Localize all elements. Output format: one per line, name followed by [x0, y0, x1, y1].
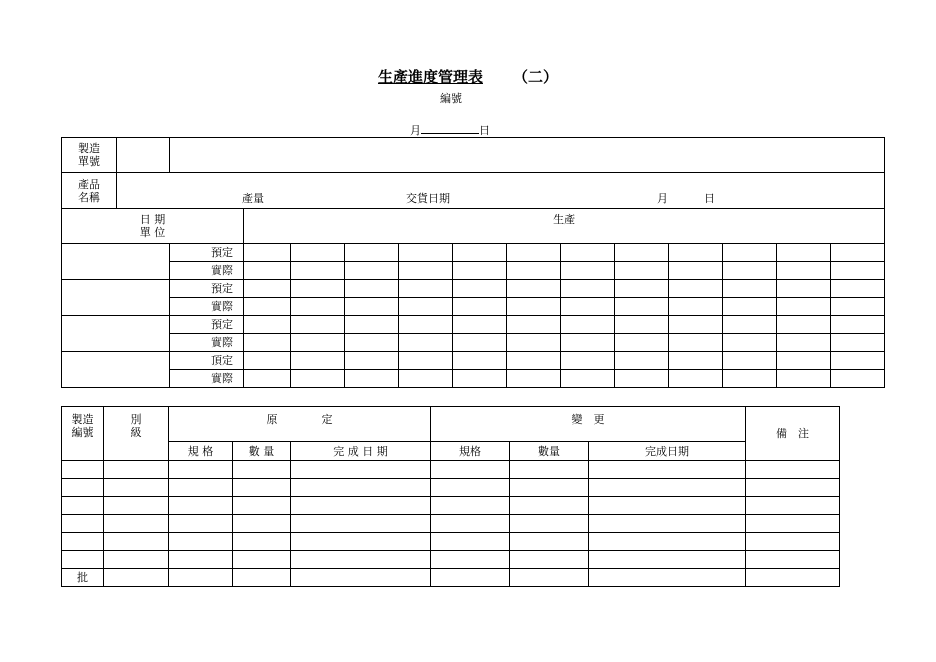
progress-table — [61, 137, 885, 388]
date-unit-header: 日 期 單 位 — [62, 209, 244, 244]
header-row — [62, 407, 840, 442]
header-row — [62, 209, 885, 244]
table-row[interactable] — [62, 497, 840, 515]
table-row — [62, 316, 885, 334]
spec-header-2: 規格 — [431, 442, 510, 461]
batch-label: 批 — [62, 569, 104, 587]
subheader-row — [62, 442, 840, 461]
qty-header-2: 數量 — [510, 442, 589, 461]
product-field[interactable] — [117, 173, 885, 209]
actual-label: 實際 — [170, 298, 244, 316]
table-row[interactable] — [62, 533, 840, 551]
plan-label: 頂定 — [170, 352, 244, 370]
order-detail-field[interactable] — [170, 138, 885, 173]
code-label: 編號 — [440, 92, 462, 105]
done-date-header-2: 完成日期 — [589, 442, 746, 461]
table-row — [62, 352, 885, 370]
plan-label: 預定 — [170, 316, 244, 334]
order-no-header: 製造 編號 — [62, 407, 104, 461]
spec-header: 規 格 — [169, 442, 233, 461]
actual-label: 實際 — [170, 262, 244, 280]
item-cell[interactable] — [62, 316, 170, 352]
delivery-label: 交貨日期 — [406, 192, 450, 205]
order-no-label: 製造 單號 — [62, 138, 117, 173]
table-row — [62, 370, 885, 388]
title-sub: （二） — [513, 68, 559, 86]
table-row[interactable] — [62, 461, 840, 479]
quantity-label: 產量 — [242, 192, 264, 205]
table-row[interactable] — [62, 515, 840, 533]
production-header: 生產 — [244, 209, 885, 244]
plan-label: 預定 — [170, 280, 244, 298]
table-row — [62, 244, 885, 262]
table-row[interactable] — [62, 479, 840, 497]
delivery-day: 日 — [704, 192, 715, 205]
table-row — [62, 298, 885, 316]
actual-label: 實際 — [170, 370, 244, 388]
product-label: 產品 名稱 — [62, 173, 117, 209]
actual-label: 實際 — [170, 334, 244, 352]
month-label: 月 — [410, 124, 421, 137]
plan-label: 預定 — [170, 244, 244, 262]
table-row — [62, 334, 885, 352]
table-row[interactable] — [62, 551, 840, 569]
qty-header: 數 量 — [233, 442, 291, 461]
table-row[interactable] — [62, 569, 840, 587]
date-blank[interactable] — [421, 123, 479, 134]
table-row — [62, 280, 885, 298]
order-no-field[interactable] — [117, 138, 170, 173]
item-cell[interactable] — [62, 352, 170, 388]
original-header: 原 定 — [169, 407, 431, 442]
item-cell[interactable] — [62, 244, 170, 280]
title-main: 生產進度管理表 — [377, 68, 483, 86]
item-cell[interactable] — [62, 280, 170, 316]
remark-header: 備 注 — [746, 407, 840, 461]
change-table — [61, 406, 840, 587]
date-line — [410, 122, 490, 138]
product-row — [62, 173, 885, 209]
change-header: 變 更 — [431, 407, 746, 442]
table-row — [62, 262, 885, 280]
day-label: 日 — [479, 124, 490, 137]
class-header: 別 級 — [104, 407, 169, 461]
page-title — [0, 66, 936, 87]
done-date-header: 完 成 日 期 — [291, 442, 431, 461]
delivery-month: 月 — [657, 192, 668, 205]
order-row — [62, 138, 885, 173]
